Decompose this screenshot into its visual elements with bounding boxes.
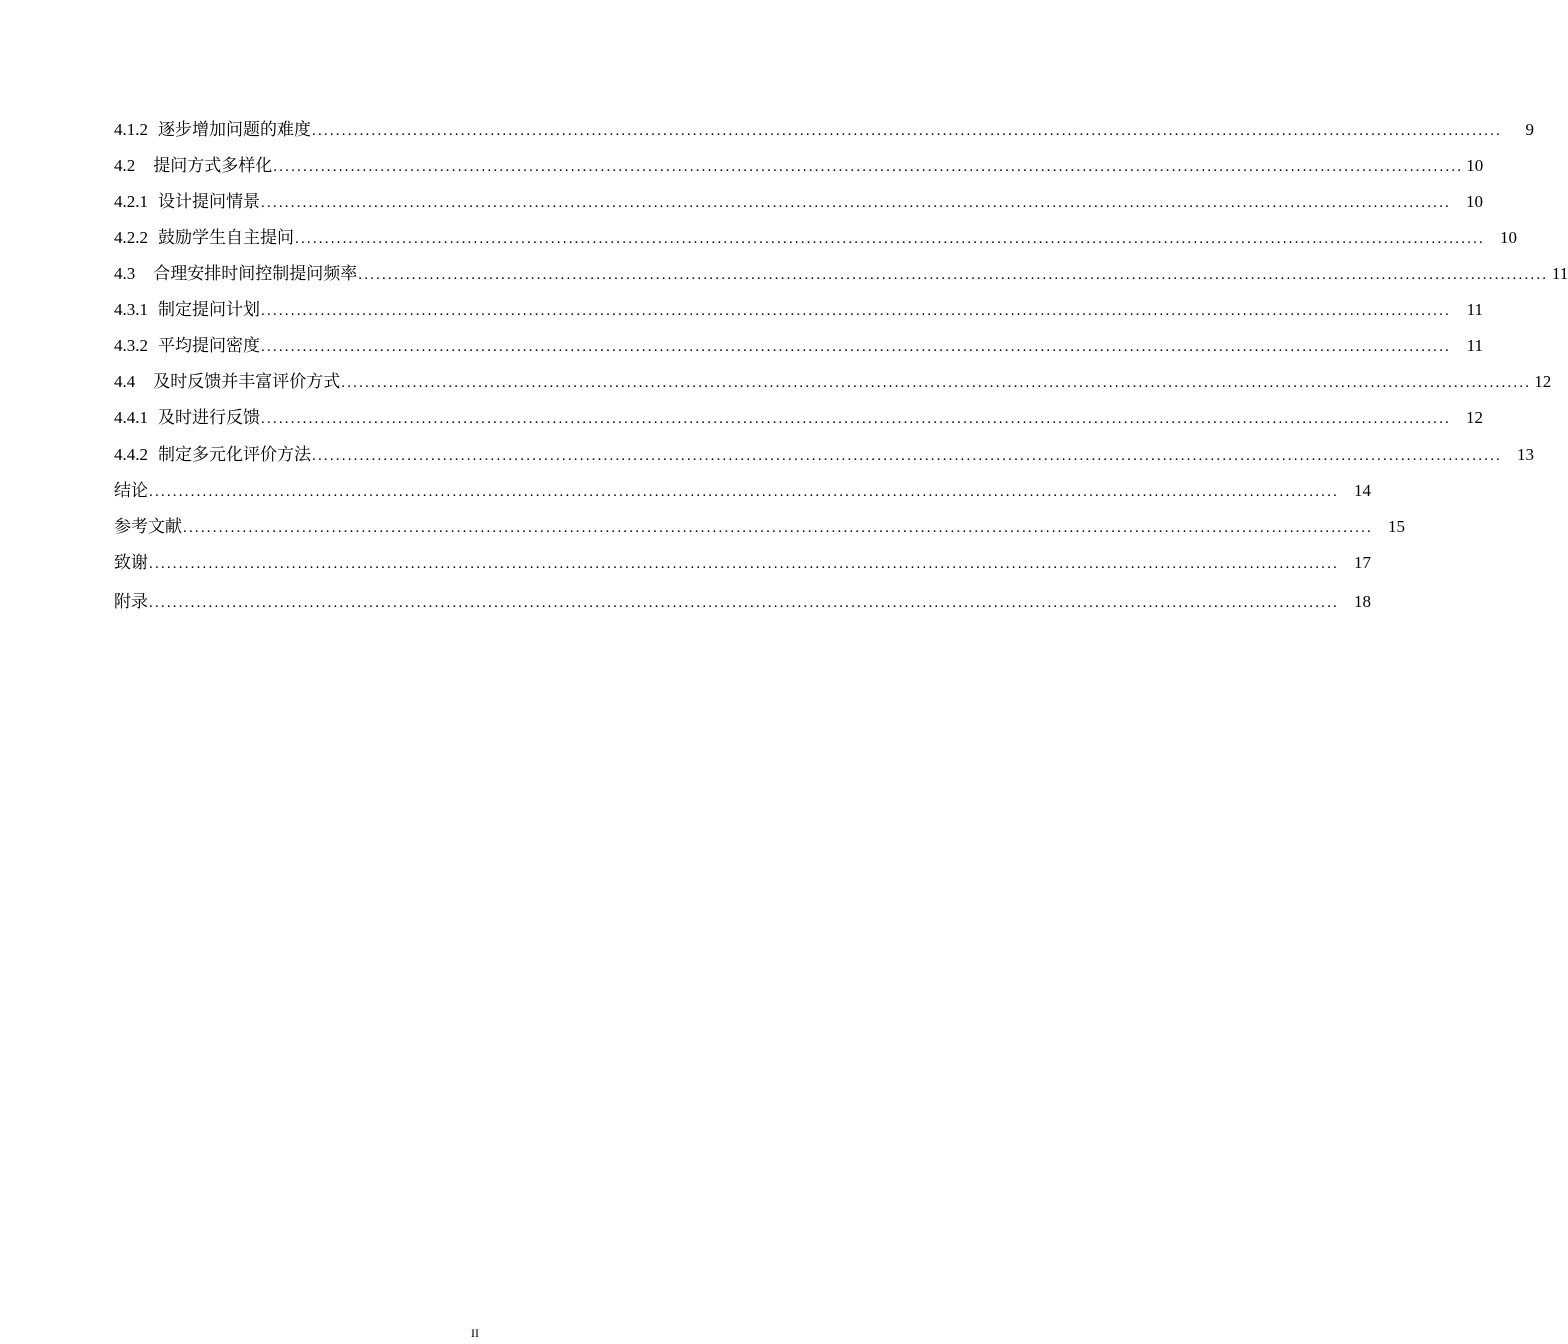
toc-entry-number: 4.3 xyxy=(114,264,136,283)
toc-entry[interactable] xyxy=(114,151,1484,181)
toc-dot-leader: ........................................................................................................................................................................................................ xyxy=(149,595,1339,611)
toc-entry-page-number: 10 xyxy=(1466,192,1483,211)
toc-dot-leader: ........................................................................................................................................................................................................ xyxy=(312,448,1502,464)
toc-dot-leader: ........................................................................................................................................................................................................ xyxy=(341,375,1532,391)
toc-entry-number: 4.4.2 xyxy=(114,445,148,464)
toc-entry[interactable] xyxy=(114,440,1534,470)
toc-entry[interactable] xyxy=(114,512,1405,542)
toc-entry-number: 4.1.2 xyxy=(114,120,148,139)
toc-entry-title: 制定提问计划 xyxy=(158,300,260,319)
toc-entry[interactable] xyxy=(114,223,1517,253)
toc-dot-leader: ........................................................................................................................................................................................................ xyxy=(261,195,1451,211)
toc-entry-number: 4.2 xyxy=(114,156,136,175)
toc-dot-leader: ........................................................................................................................................................................................................ xyxy=(261,303,1451,319)
toc-entry-title: 设计提问情景 xyxy=(158,192,260,211)
toc-dot-leader: ........................................................................................................................................................................................................ xyxy=(273,159,1464,175)
toc-entry-title: 及时反馈并丰富评价方式 xyxy=(153,372,341,391)
toc-entry-page-number: 12 xyxy=(1534,372,1552,391)
toc-entry-page-number: 17 xyxy=(1354,553,1371,572)
toc-entry-page-number: 11 xyxy=(1466,300,1483,319)
toc-entry-title: 制定多元化评价方法 xyxy=(158,445,311,464)
toc-dot-leader: ........................................................................................................................................................................................................ xyxy=(261,411,1451,427)
toc-entry[interactable] xyxy=(114,587,1371,617)
toc-entry-number: 4.4 xyxy=(114,372,136,391)
toc-entry-page-number: 15 xyxy=(1388,517,1405,536)
toc-entry[interactable] xyxy=(114,476,1371,506)
toc-dot-leader: ........................................................................................................................................................................................................ xyxy=(149,556,1339,572)
toc-entry-page-number: 11 xyxy=(1551,264,1568,283)
toc-entry[interactable] xyxy=(114,367,1552,397)
toc-entry-number: 4.2.2 xyxy=(114,228,148,247)
toc-entry-title: 结论 xyxy=(114,481,148,500)
toc-entry-title: 合理安排时间控制提问频率 xyxy=(153,264,358,283)
toc-entry-number: 4.4.1 xyxy=(114,408,148,427)
toc-entry-title: 参考文献 xyxy=(114,517,182,536)
toc-entry-page-number: 13 xyxy=(1517,445,1534,464)
toc-dot-leader: ........................................................................................................................................................................................................ xyxy=(358,267,1549,283)
toc-entry-page-number: 10 xyxy=(1500,228,1517,247)
toc-entry-title: 平均提问密度 xyxy=(158,336,260,355)
toc-entry-title: 及时进行反馈 xyxy=(158,408,260,427)
toc-dot-leader: ........................................................................................................................................................................................................ xyxy=(149,484,1339,500)
toc-entry-title: 鼓励学生自主提问 xyxy=(158,228,294,247)
toc-dot-leader: ........................................................................................................................................................................................................ xyxy=(261,339,1451,355)
toc-dot-leader: ........................................................................................................................................................................................................ xyxy=(295,231,1485,247)
toc-entry[interactable] xyxy=(114,548,1371,578)
toc-dot-leader: ........................................................................................................................................................................................................ xyxy=(312,123,1502,139)
toc-entry[interactable] xyxy=(114,187,1483,217)
toc-entry-page-number: 9 xyxy=(1525,120,1534,139)
toc-entry-number: 4.3.2 xyxy=(114,336,148,355)
toc-entry[interactable] xyxy=(114,331,1483,361)
toc-entry-page-number: 11 xyxy=(1466,336,1483,355)
toc-entry-page-number: 10 xyxy=(1466,156,1484,175)
toc-entry[interactable] xyxy=(114,295,1483,325)
toc-entry[interactable] xyxy=(114,115,1534,145)
toc-entry-title: 提问方式多样化 xyxy=(153,156,273,175)
toc-entry-title: 逐步增加问题的难度 xyxy=(158,120,311,139)
toc-entry-title: 致谢 xyxy=(114,553,148,572)
toc-entry-title: 附录 xyxy=(114,592,148,611)
toc-entry-number: 4.2.1 xyxy=(114,192,148,211)
page-footer-number: II xyxy=(471,1326,479,1340)
toc-entry-number: 4.3.1 xyxy=(114,300,148,319)
toc-entry-page-number: 12 xyxy=(1466,408,1483,427)
toc-entry-page-number: 14 xyxy=(1354,481,1371,500)
toc-entry[interactable] xyxy=(114,403,1483,433)
toc-entry-page-number: 18 xyxy=(1354,592,1371,611)
toc-entry[interactable] xyxy=(114,259,1568,289)
toc-dot-leader: ........................................................................................................................................................................................................ xyxy=(183,520,1373,536)
